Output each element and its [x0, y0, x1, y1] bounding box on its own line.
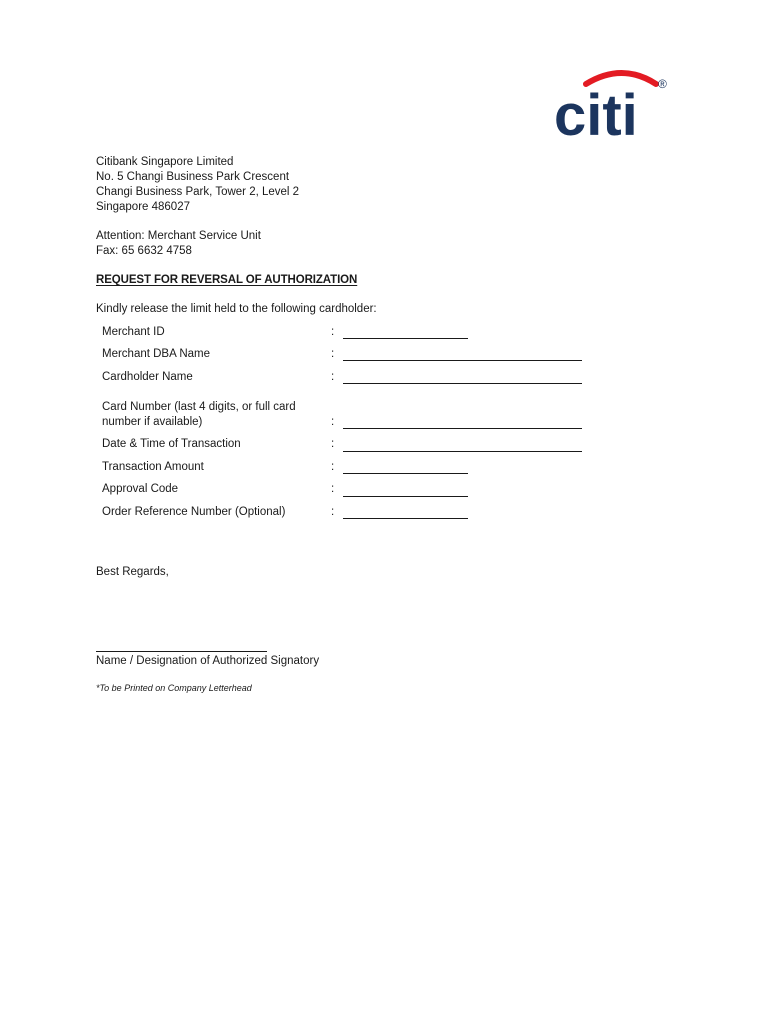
address-line-3: Changi Business Park, Tower 2, Level 2 [96, 186, 300, 198]
card-number-label-line-1: Card Number (last 4 digits, or full card [102, 401, 296, 413]
order-reference-colon: : [331, 506, 335, 518]
merchant-dba-name-colon: : [331, 348, 335, 360]
footnote: *To be Printed on Company Letterhead [96, 683, 252, 693]
merchant-id-field[interactable] [343, 338, 468, 339]
date-time-colon: : [331, 438, 335, 450]
order-reference-label: Order Reference Number (Optional) [102, 506, 286, 518]
address-line-2: No. 5 Changi Business Park Crescent [96, 171, 290, 183]
date-time-field[interactable] [343, 451, 582, 452]
date-time-label: Date & Time of Transaction [102, 438, 241, 450]
citi-logo [552, 64, 672, 140]
registered-mark: ® [658, 77, 667, 91]
cardholder-name-field[interactable] [343, 383, 582, 384]
merchant-dba-name-label: Merchant DBA Name [102, 348, 211, 360]
transaction-amount-colon: : [331, 461, 335, 473]
approval-code-label: Approval Code [102, 483, 179, 495]
address-line-1: Citibank Singapore Limited [96, 156, 234, 168]
approval-code-colon: : [331, 483, 335, 495]
card-number-label-line-2: number if available) [102, 416, 203, 428]
merchant-id-label: Merchant ID [102, 326, 165, 338]
signature-label: Name / Designation of Authorized Signatory [96, 655, 320, 667]
signature-line[interactable] [96, 651, 267, 652]
cardholder-name-colon: : [331, 371, 335, 383]
address-line-4: Singapore 486027 [96, 201, 190, 213]
card-number-colon: : [331, 416, 335, 428]
closing-text: Best Regards, [96, 566, 169, 578]
address-block [96, 155, 299, 215]
transaction-amount-label: Transaction Amount [102, 461, 204, 473]
card-number-field[interactable] [343, 428, 582, 429]
cardholder-name-label: Cardholder Name [102, 371, 193, 383]
merchant-id-colon: : [331, 326, 335, 338]
attention-line: Attention: Merchant Service Unit [96, 230, 261, 242]
approval-code-field[interactable] [343, 496, 468, 497]
request-heading: REQUEST FOR REVERSAL OF AUTHORIZATION [96, 274, 358, 286]
order-reference-field[interactable] [343, 518, 468, 519]
logo-wordmark: citi [554, 83, 638, 140]
attention-block [96, 229, 261, 259]
fax-line: Fax: 65 6632 4758 [96, 245, 192, 257]
transaction-amount-field[interactable] [343, 473, 468, 474]
merchant-dba-name-field[interactable] [343, 360, 582, 361]
intro-text: Kindly release the limit held to the following cardholder: [96, 303, 377, 315]
